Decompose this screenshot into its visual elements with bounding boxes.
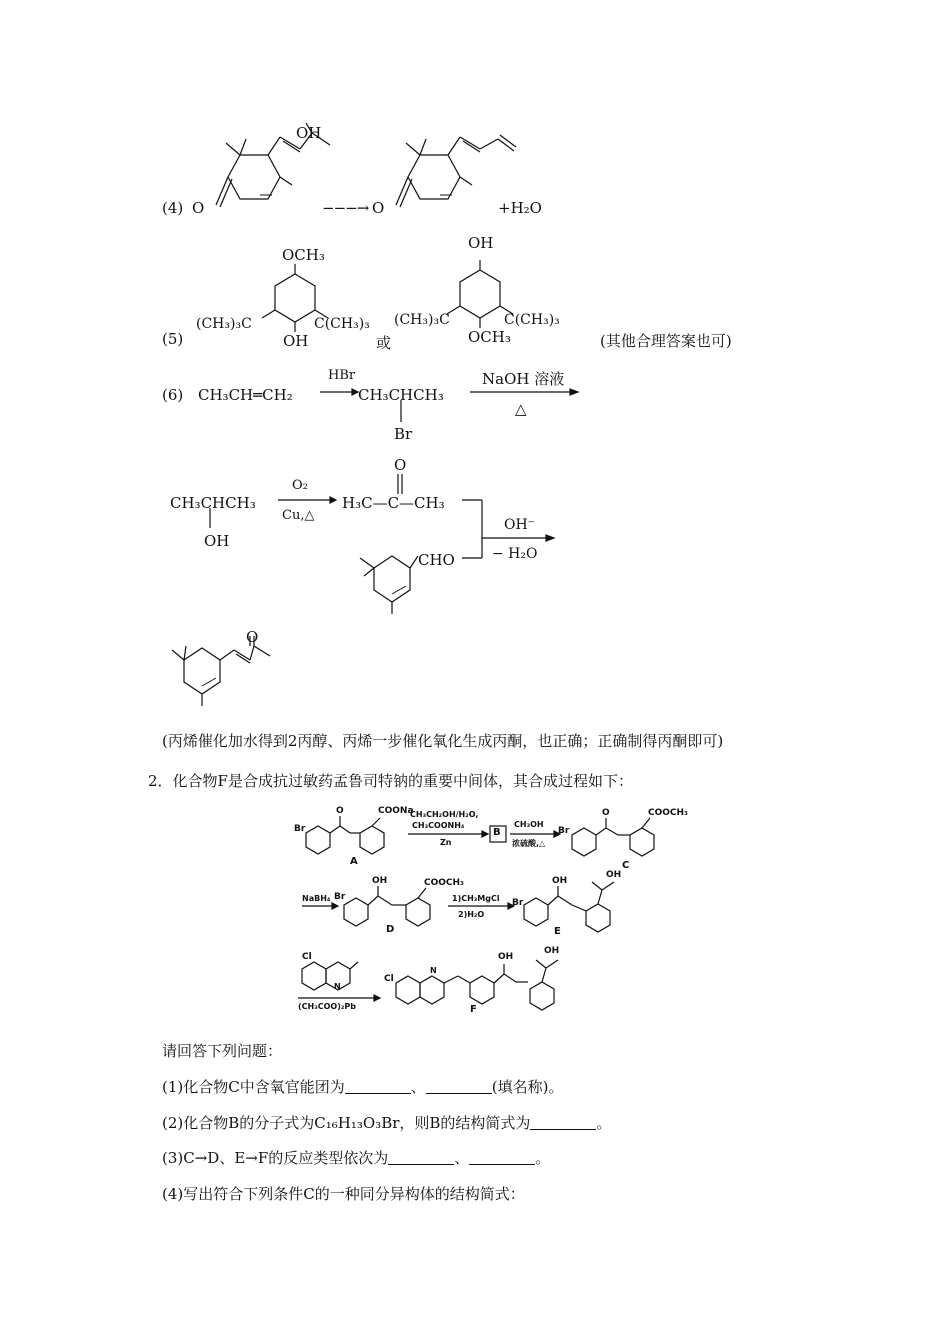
part6-br: Br <box>394 425 413 443</box>
scheme-label-b: B <box>493 827 501 838</box>
part5-tbu-right-1: C(CH₃)₃ <box>314 316 370 332</box>
part5-och3-bottom: OCH₃ <box>468 328 511 346</box>
part5-note: (其他合理答案也可) <box>600 332 732 350</box>
part4-ring-right <box>408 155 460 199</box>
part6-naoh: NaOH 溶液 <box>482 370 565 388</box>
scheme-label-a: A <box>350 856 358 867</box>
scheme-c-cooch3: COOCH₃ <box>648 808 688 818</box>
q3-text-a: (3)C→D、E→F的反应类型依次为 <box>162 1149 389 1167</box>
scheme-ring-c1 <box>572 828 596 856</box>
part6-propene: CH₃CH═CH₂ <box>198 386 293 404</box>
q2-question-3 <box>162 1147 550 1168</box>
part6-alcohol: CH₃CHCH₃ <box>170 494 256 512</box>
part5-oh-top: OH <box>468 234 494 252</box>
scheme-f-cl: Cl <box>384 974 394 984</box>
scheme-q-n: N <box>334 982 341 991</box>
scheme-a-o: O <box>336 806 344 816</box>
part5-tbu-left-1: (CH₃)₃C <box>196 316 252 332</box>
scheme-f-oh2: OH <box>544 946 560 956</box>
part6-reaction-arrows-and-rings <box>150 360 590 720</box>
scheme-f-oh1: OH <box>498 952 514 962</box>
scheme-ring-e2 <box>586 904 610 932</box>
part6-remark: (丙烯催化加水得到2丙醇、丙烯一步催化氧化生成丙酮，也正确；正确制得丙酮即可) <box>162 732 724 750</box>
scheme-ring-c2 <box>630 828 654 856</box>
part4-arrow: −−−→ <box>322 199 369 217</box>
part5-och3-top: OCH₃ <box>282 246 325 264</box>
q2-question-4: (4)写出符合下列条件C的一种同分异构体的结构简式： <box>162 1185 525 1203</box>
scheme-r2-bottom: 浓硫酸,△ <box>512 839 546 848</box>
scheme-d-oh: OH <box>372 876 388 886</box>
q1-text-a: (1)化合物C中含氧官能团为 <box>162 1078 345 1096</box>
part6-label: (6) <box>162 386 184 404</box>
scheme-r3: NaBH₄ <box>302 894 331 903</box>
scheme-e-oh2: OH <box>606 870 622 880</box>
scheme-ring-q1 <box>302 962 326 990</box>
scheme-d-br: Br <box>334 892 346 902</box>
scheme-ring-f3 <box>470 976 494 1004</box>
q2-text-b: 。 <box>596 1114 612 1132</box>
scheme-r1-top2: CH₃COONH₄ <box>412 821 465 830</box>
part6-ring-product <box>184 648 220 694</box>
part6-cho: CHO <box>418 551 455 569</box>
q3-text-b: 。 <box>535 1149 551 1167</box>
q3-blank-1[interactable] <box>388 1150 454 1165</box>
part5-ring-1 <box>275 274 315 322</box>
q2-blank[interactable] <box>530 1115 596 1130</box>
scheme-r4-top: 1)CH₃MgCl <box>452 894 500 903</box>
q2-question-2 <box>162 1112 611 1133</box>
q2-synthesis-scheme <box>292 806 722 1016</box>
part4-o-left: O <box>192 199 205 217</box>
part4-plus-water: +H₂O <box>498 199 542 217</box>
scheme-e-br: Br <box>512 898 524 908</box>
scheme-ring-d1 <box>344 898 368 926</box>
scheme-ring-e1 <box>524 898 548 926</box>
part6-ring-reactant <box>374 556 410 602</box>
scheme-r1-bottom: Zn <box>440 838 452 847</box>
scheme-ring-f1 <box>396 976 420 1004</box>
scheme-ring-f2 <box>420 976 444 1004</box>
part6-bromide: CH₃CHCH₃ <box>358 386 444 404</box>
part6-oh: OH <box>204 532 230 550</box>
part5-ring-2 <box>460 270 500 318</box>
part6-hbr: HBr <box>328 368 356 383</box>
part5-oh-bottom: OH <box>283 332 309 350</box>
scheme-r5: (CH₃COO)₂Pb <box>298 1002 356 1011</box>
part5-label: (5) <box>162 330 184 348</box>
scheme-label-d: D <box>386 924 395 935</box>
scheme-label-e: E <box>554 926 561 937</box>
part4-o-right: O <box>372 199 385 217</box>
scheme-r4-bottom: 2)H₂O <box>458 910 485 919</box>
scheme-q-cl: Cl <box>302 952 312 962</box>
part5-tbu-left-2: (CH₃)₃C <box>394 312 450 328</box>
scheme-e-oh1: OH <box>552 876 568 886</box>
part6-cu-delta: Cu,△ <box>282 508 315 523</box>
q1-blank-1[interactable] <box>345 1079 411 1094</box>
part6-minus-water: − H₂O <box>492 546 538 562</box>
q2-question-1 <box>162 1076 563 1097</box>
part6-acetone: H₃C—C—CH₃ <box>342 494 445 512</box>
scheme-c-br: Br <box>558 826 570 836</box>
q2-prompt: 请回答下列问题： <box>162 1042 283 1060</box>
scheme-ring-a2 <box>360 826 384 854</box>
part4-label: (4) <box>162 199 184 217</box>
scheme-a-br: Br <box>294 824 306 834</box>
q3-sep: 、 <box>454 1149 470 1167</box>
q1-text-b: (填名称)。 <box>491 1078 564 1096</box>
scheme-c-o: O <box>602 808 610 818</box>
part6-o2: O₂ <box>292 478 308 493</box>
q2-text-a: (2)化合物B的分子式为C₁₆H₁₃O₃Br，则B的结构简式为 <box>162 1114 531 1132</box>
scheme-label-f: F <box>470 1004 477 1015</box>
part6-oh-minus: OH⁻ <box>504 517 536 533</box>
scheme-a-coona: COONa <box>378 806 414 816</box>
part4-oh: OH <box>296 124 322 142</box>
scheme-ring-d2 <box>406 898 430 926</box>
part5-tbu-right-2: C(CH₃)₃ <box>504 312 560 328</box>
scheme-r2-top: CH₃OH <box>514 820 544 829</box>
scheme-d-cooch3: COOCH₃ <box>424 878 464 888</box>
scheme-ring-f4 <box>530 982 554 1010</box>
part5-or: 或 <box>376 334 392 352</box>
part6-o-product: O <box>246 628 259 646</box>
scheme-ring-a1 <box>306 826 330 854</box>
q3-blank-2[interactable] <box>469 1150 535 1165</box>
q2-intro: 2．化合物F是合成抗过敏药孟鲁司特钠的重要中间体，其合成过程如下： <box>148 772 633 790</box>
q1-sep: 、 <box>410 1078 426 1096</box>
q2-scheme-drawing <box>292 806 722 1016</box>
part6-delta: △ <box>515 400 527 418</box>
scheme-r1-top1: CH₃CH₂OH/H₂O, <box>410 810 479 819</box>
q1-blank-2[interactable] <box>426 1079 492 1094</box>
part6-o-top: O <box>394 456 407 474</box>
part4-ring-left <box>228 155 280 199</box>
scheme-f-n: N <box>430 966 437 975</box>
scheme-label-c: C <box>622 860 630 871</box>
